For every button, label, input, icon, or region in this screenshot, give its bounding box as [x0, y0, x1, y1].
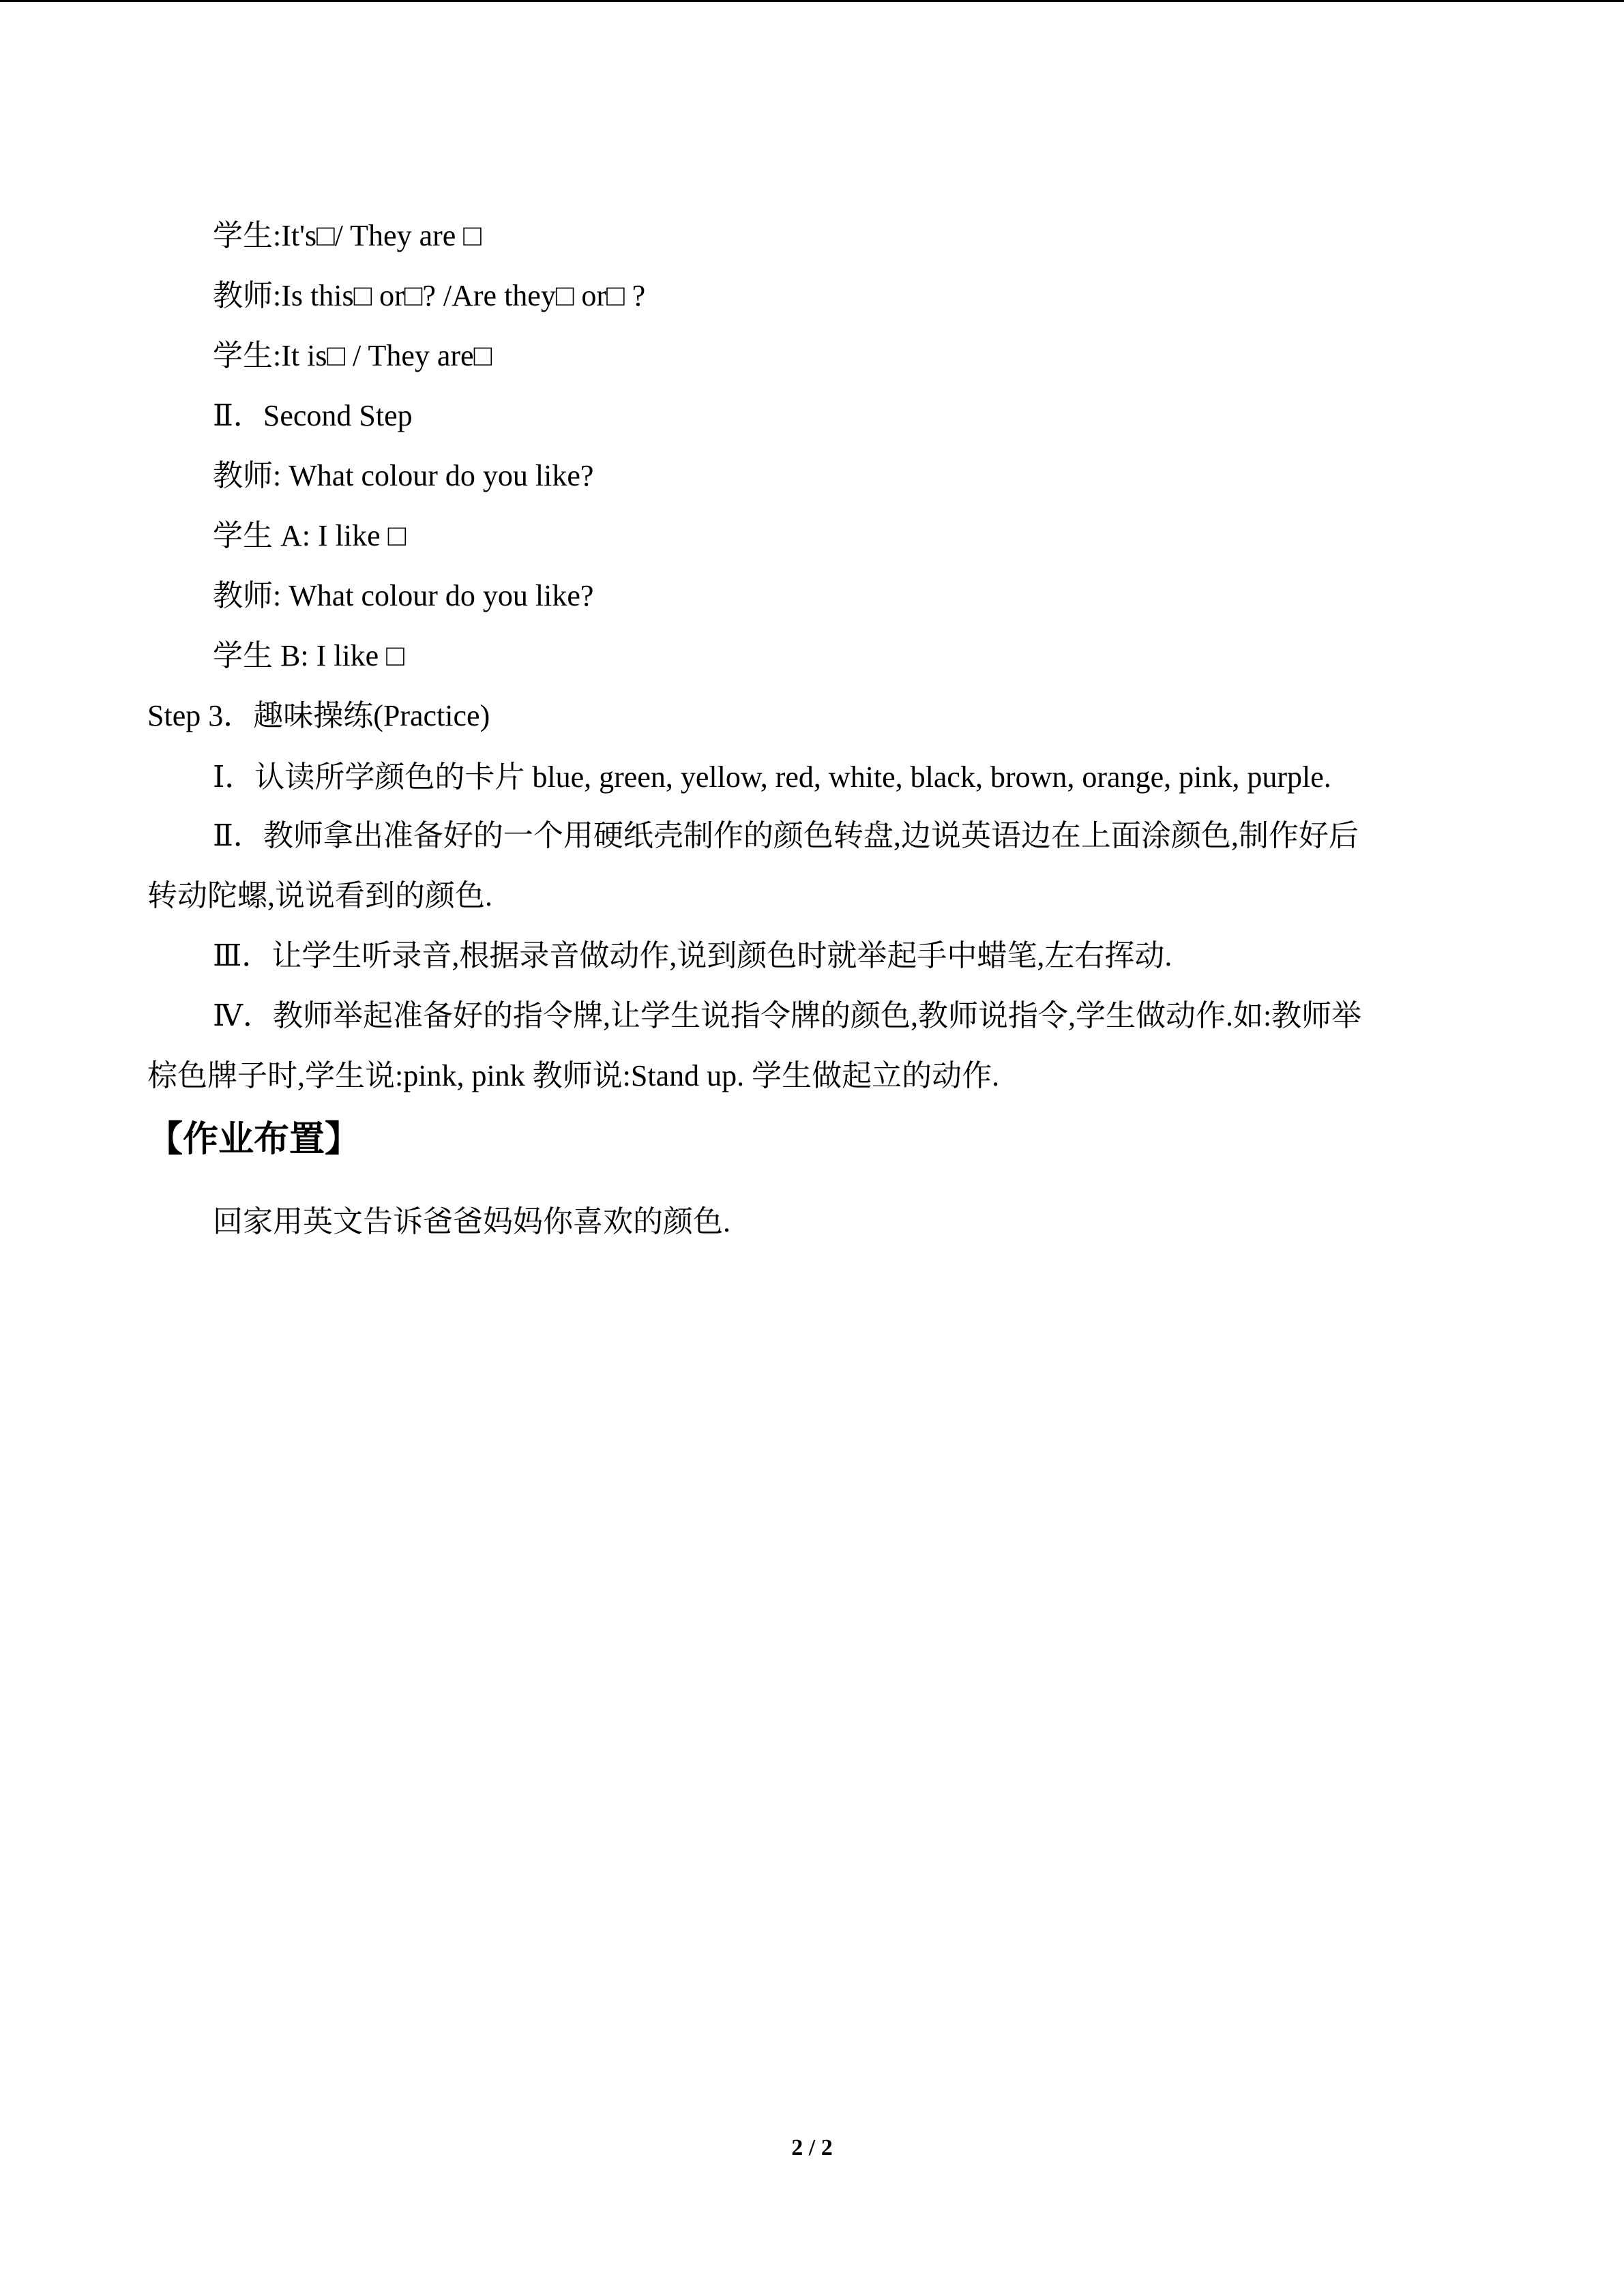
text-line: Ⅱ．Second Step [213, 399, 413, 432]
page-top-border [0, 0, 1624, 2]
homework-heading: 【作业布置】 [147, 1119, 361, 1160]
text-line: 教师:Is this□ or□? /Are they□ or□ ? [213, 279, 646, 312]
text-line: 学生:It's□/ They are □ [213, 219, 482, 252]
text-line: Ⅳ．教师举起准备好的指令牌,让学生说指令牌的颜色,教师说指令,学生做动作.如:教师举 [213, 999, 1362, 1032]
text-line: 转动陀螺,说说看到的颜色. [147, 879, 492, 912]
homework-text: 回家用英文告诉爸爸妈妈你喜欢的颜色. [213, 1205, 730, 1238]
text-line: Ⅲ．让学生听录音,根据录音做动作,说到颜色时就举起手中蜡笔,左右挥动. [213, 939, 1172, 972]
text-line: 学生 A: I like □ [213, 519, 407, 552]
text-line: Ⅰ．认读所学颜色的卡片 blue, green, yellow, red, white, black, brown, orange, pink, purple. [213, 760, 1331, 794]
page-number: 2 / 2 [791, 2135, 833, 2160]
text-line: 学生 B: I like □ [213, 639, 404, 672]
text-line: Ⅱ．教师拿出准备好的一个用硬纸壳制作的颜色转盘,边说英语边在上面涂颜色,制作好后 [213, 819, 1359, 852]
text-line: 学生:It is□ / They are□ [213, 339, 492, 372]
step-heading: Step 3．趣味操练(Practice) [147, 699, 490, 732]
text-line: 教师: What colour do you like? [213, 459, 594, 492]
text-line: 教师: What colour do you like? [213, 579, 594, 612]
text-line: 棕色牌子时,学生说:pink, pink 教师说:Stand up. 学生做起立的动作. [147, 1059, 1000, 1092]
